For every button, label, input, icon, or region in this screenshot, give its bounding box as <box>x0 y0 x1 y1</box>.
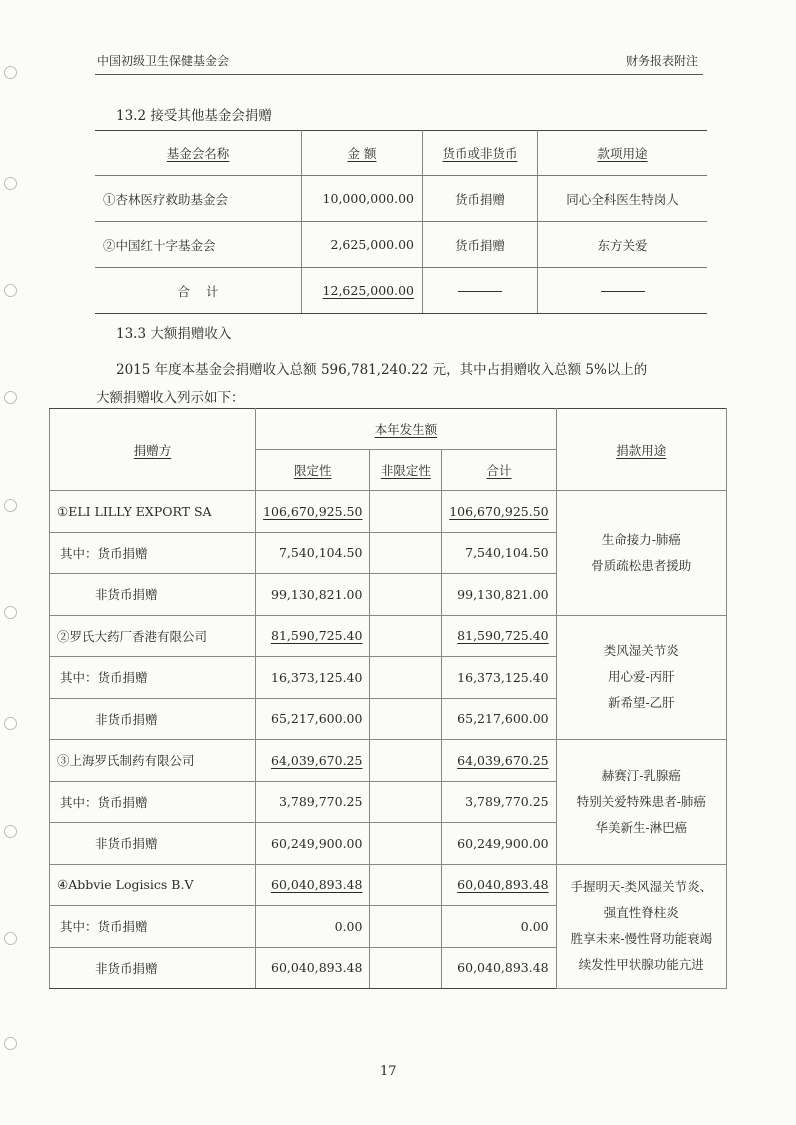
total-amount: 64,039,670.25 <box>442 740 556 782</box>
unrestricted-amount <box>370 823 442 865</box>
section-13-3-title: 13.3 大额捐赠收入 <box>116 326 232 342</box>
nonmonetary-label: 非货币捐赠 <box>50 698 256 740</box>
table-header-row <box>50 409 727 450</box>
foundation-donations-table <box>95 130 707 314</box>
binder-hole <box>4 717 17 730</box>
unrestricted-amount <box>370 491 442 533</box>
total-amount: 16,373,125.40 <box>442 657 556 699</box>
total-amount: 7,540,104.50 <box>442 532 556 574</box>
table-header-row <box>95 131 707 176</box>
table-row <box>50 491 727 533</box>
unrestricted-amount <box>370 615 442 657</box>
total-amount: 65,217,600.00 <box>442 698 556 740</box>
table-row <box>50 740 727 782</box>
col-foundation-name: 基金会名称 <box>95 131 302 176</box>
intro-line-2: 大额捐赠收入列示如下： <box>96 390 245 406</box>
header-rule <box>95 74 703 75</box>
table-row <box>50 615 727 657</box>
table-row <box>50 864 727 906</box>
col-current-year: 本年发生额 <box>256 409 557 450</box>
total-row <box>95 268 707 314</box>
restricted-amount: 81,590,725.40 <box>256 615 370 657</box>
intro-line-1: 2015 年度本基金会捐赠收入总额 596,781,240.22 元，其中占捐赠收入总额 5%以上的 <box>116 362 648 378</box>
binder-hole <box>4 932 17 945</box>
restricted-amount: 16,373,125.40 <box>256 657 370 699</box>
foundation-name: ①杏林医疗救助基金会 <box>95 176 302 222</box>
donation-type: 货币捐赠 <box>423 222 538 268</box>
total-amount: 106,670,925.50 <box>442 491 556 533</box>
monetary-label: 其中：货币捐赠 <box>50 781 256 823</box>
nonmonetary-label: 非货币捐赠 <box>50 574 256 616</box>
restricted-amount: 99,130,821.00 <box>256 574 370 616</box>
nonmonetary-label: 非货币捐赠 <box>50 823 256 865</box>
unrestricted-amount <box>370 864 442 906</box>
binder-hole <box>4 177 17 190</box>
monetary-label: 其中：货币捐赠 <box>50 657 256 699</box>
col-total: 合计 <box>442 450 556 491</box>
donor-name: ①ELI LILLY EXPORT SA <box>50 491 256 533</box>
header-org: 中国初级卫生保健基金会 <box>97 54 230 68</box>
donation-type: 货币捐赠 <box>423 176 538 222</box>
monetary-label: 其中：货币捐赠 <box>50 906 256 948</box>
donor-name: ②罗氏大药厂香港有限公司 <box>50 615 256 657</box>
total-amount: 0.00 <box>442 906 556 948</box>
col-use: 款项用途 <box>538 131 708 176</box>
restricted-amount: 60,040,893.48 <box>256 864 370 906</box>
large-donations-table <box>49 408 727 989</box>
amount: 2,625,000.00 <box>302 222 423 268</box>
total-label: 合 计 <box>95 268 302 314</box>
donation-use: 同心全科医生特岗人 <box>538 176 708 222</box>
restricted-amount: 106,670,925.50 <box>256 491 370 533</box>
total-amount: 3,789,770.25 <box>442 781 556 823</box>
binder-hole <box>4 825 17 838</box>
total-amount: 99,130,821.00 <box>442 574 556 616</box>
donation-use: 手握明天-类风湿关节炎、 强直性脊柱炎 胜享未来-慢性肾功能衰竭 续发性甲状腺功能亢进 <box>556 864 726 989</box>
table-row <box>95 176 707 222</box>
total-amount: 60,040,893.48 <box>442 864 556 906</box>
total-amount: 81,590,725.40 <box>442 615 556 657</box>
restricted-amount: 7,540,104.50 <box>256 532 370 574</box>
restricted-amount: 65,217,600.00 <box>256 698 370 740</box>
donation-use: 东方关爱 <box>538 222 708 268</box>
donation-use: 赫赛汀-乳腺癌 特别关爱特殊患者-肺癌 华美新生-淋巴癌 <box>556 740 726 865</box>
binder-hole <box>4 391 17 404</box>
unrestricted-amount <box>370 781 442 823</box>
unrestricted-amount <box>370 532 442 574</box>
binder-hole <box>4 606 17 619</box>
restricted-amount: 60,249,900.00 <box>256 823 370 865</box>
total-amount: 60,040,893.48 <box>442 947 556 989</box>
table-row <box>95 222 707 268</box>
restricted-amount: 60,040,893.48 <box>256 947 370 989</box>
unrestricted-amount <box>370 906 442 948</box>
monetary-label: 其中：货币捐赠 <box>50 532 256 574</box>
binder-hole <box>4 499 17 512</box>
nonmonetary-label: 非货币捐赠 <box>50 947 256 989</box>
donor-name: ③上海罗氏制药有限公司 <box>50 740 256 782</box>
section-13-2-title: 13.2 接受其他基金会捐赠 <box>116 108 272 124</box>
donor-name: ④Abbvie Logisics B.V <box>50 864 256 906</box>
restricted-amount: 3,789,770.25 <box>256 781 370 823</box>
dash-cell <box>538 268 708 314</box>
total-amount: 12,625,000.00 <box>302 268 423 314</box>
restricted-amount: 0.00 <box>256 906 370 948</box>
col-type: 货币或非货币 <box>423 131 538 176</box>
unrestricted-amount <box>370 740 442 782</box>
unrestricted-amount <box>370 574 442 616</box>
unrestricted-amount <box>370 947 442 989</box>
amount: 10,000,000.00 <box>302 176 423 222</box>
page-number: 17 <box>380 1064 397 1079</box>
unrestricted-amount <box>370 657 442 699</box>
total-amount: 60,249,900.00 <box>442 823 556 865</box>
col-restricted: 限定性 <box>256 450 370 491</box>
binder-hole <box>4 1037 17 1050</box>
binder-hole <box>4 66 17 79</box>
binder-hole <box>4 284 17 297</box>
col-amount: 金 额 <box>302 131 423 176</box>
foundation-name: ②中国红十字基金会 <box>95 222 302 268</box>
col-use: 捐款用途 <box>556 409 726 491</box>
dash-cell <box>423 268 538 314</box>
donation-use: 生命接力-肺癌 骨质疏松患者援助 <box>556 491 726 616</box>
header-doc-type: 财务报表附注 <box>625 54 698 68</box>
restricted-amount: 64,039,670.25 <box>256 740 370 782</box>
col-unrestricted: 非限定性 <box>370 450 442 491</box>
col-donor: 捐赠方 <box>50 409 256 491</box>
unrestricted-amount <box>370 698 442 740</box>
donation-use: 类风湿关节炎 用心爱-丙肝 新希望-乙肝 <box>556 615 726 740</box>
